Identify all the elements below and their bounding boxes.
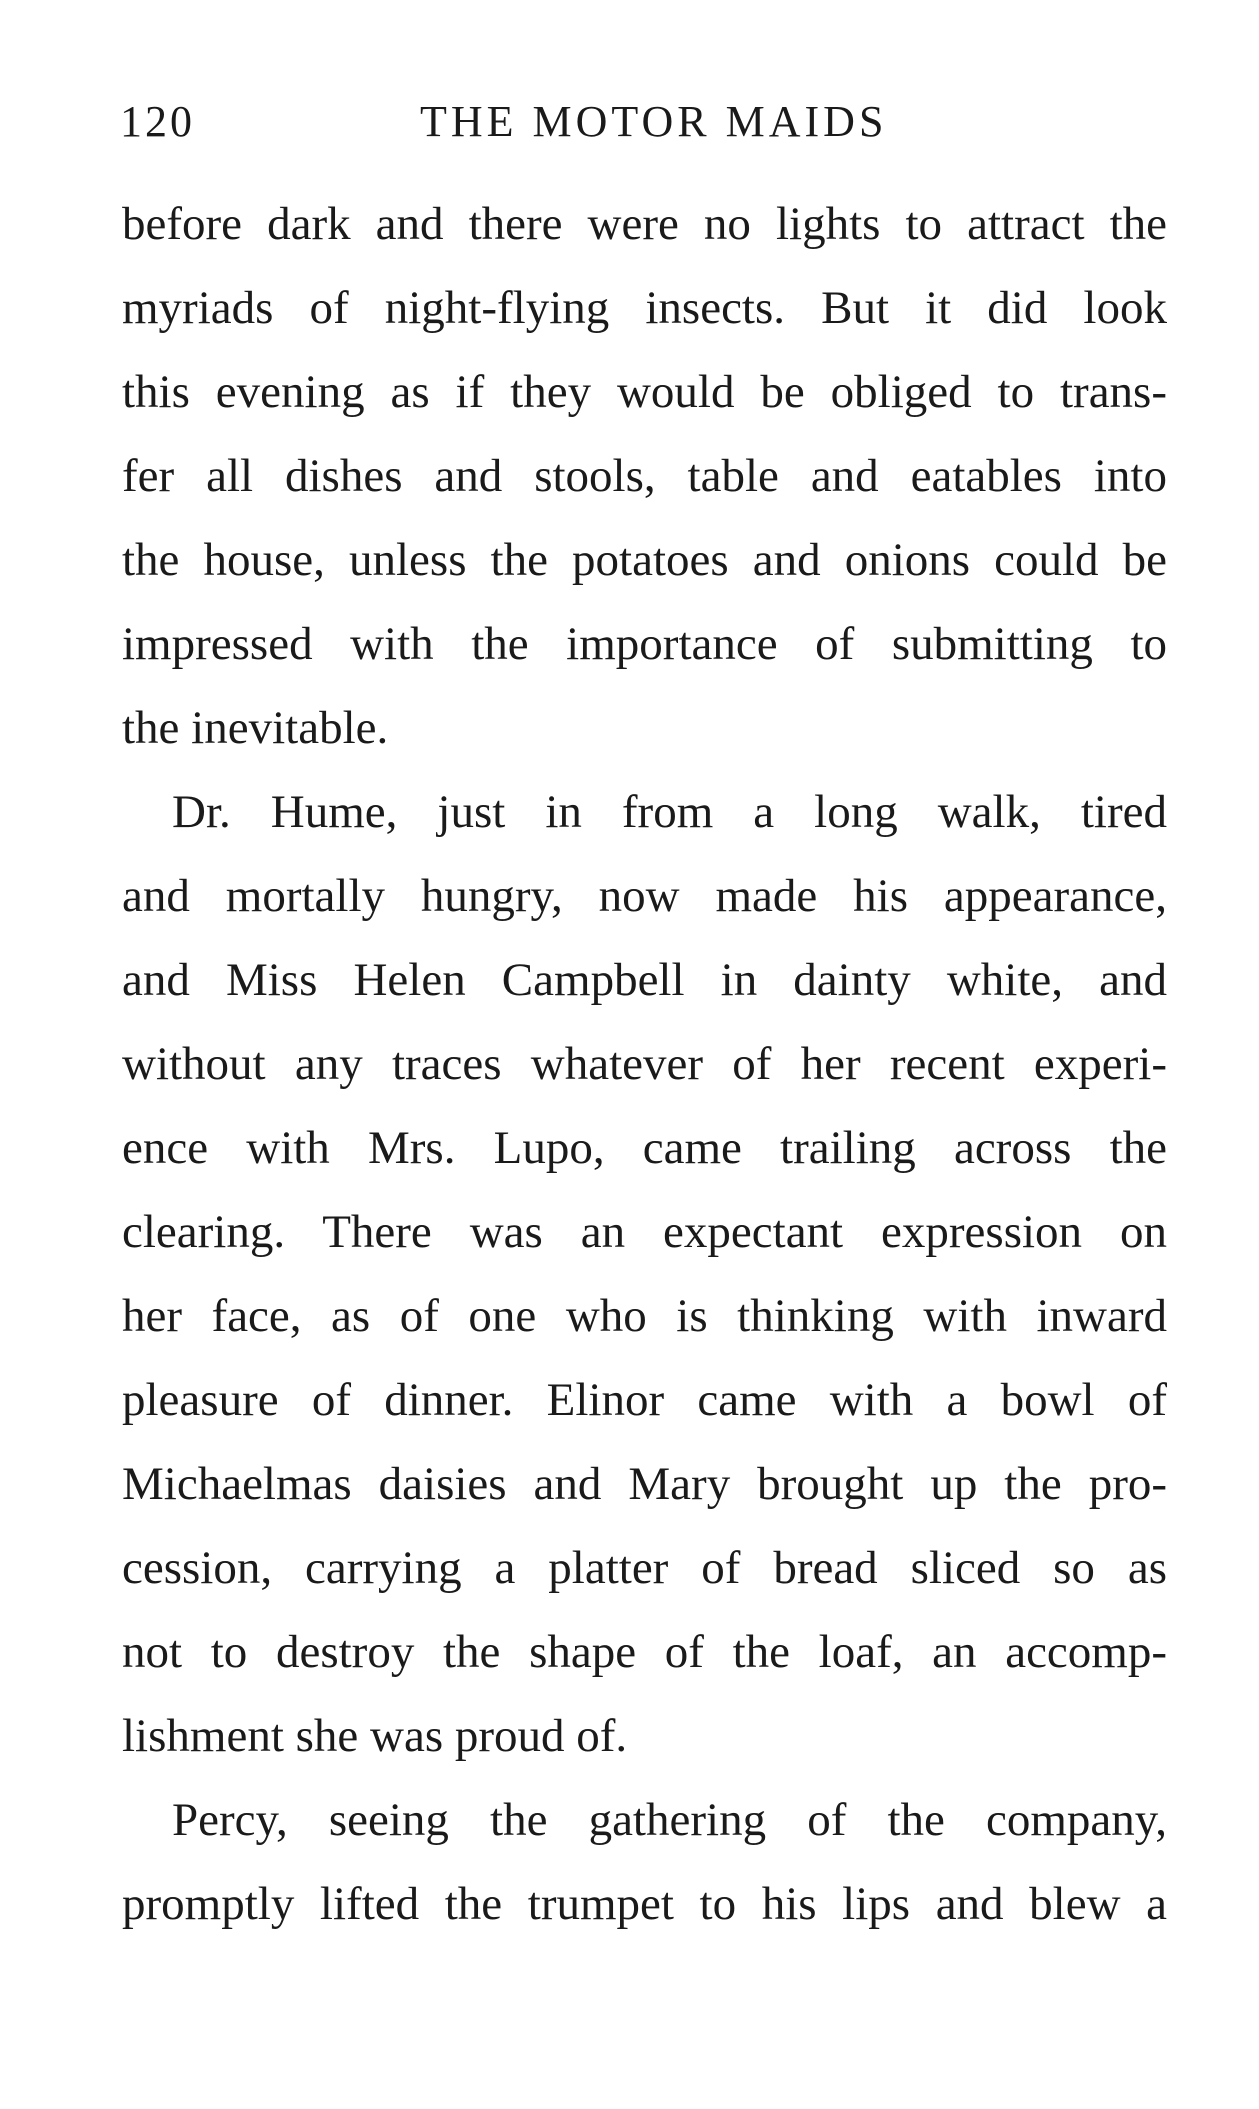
paragraph-2 — [122, 770, 1167, 1778]
text-line: before dark and there were no lights to attract the — [122, 198, 1167, 250]
text-line: clearing. There was an expectant expression on — [122, 1206, 1167, 1258]
body-text — [122, 182, 1167, 1946]
text-line: pleasure of dinner. Elinor came with a bowl of — [122, 1374, 1167, 1426]
text-line: Percy, seeing the gathering of the company, — [172, 1794, 1167, 1846]
text-line: the house, unless the potatoes and onions could be — [122, 534, 1167, 586]
text-line: myriads of night-flying insects. But it did look — [122, 282, 1167, 334]
text-line: fer all dishes and stools, table and eatables into — [122, 450, 1167, 502]
text-line: without any traces whatever of her recent experi- — [122, 1038, 1167, 1090]
text-line: not to destroy the shape of the loaf, an accomp- — [122, 1626, 1167, 1678]
text-line: this evening as if they would be obliged to trans- — [122, 366, 1167, 418]
text-line: impressed with the importance of submitting to — [122, 618, 1167, 670]
paragraph-3 — [122, 1778, 1167, 1946]
text-line: and mortally hungry, now made his appearance, — [122, 870, 1167, 922]
page-header — [120, 96, 1165, 156]
text-line: her face, as of one who is thinking with inward — [122, 1290, 1167, 1342]
text-line: promptly lifted the trumpet to his lips and blew a — [122, 1878, 1167, 1930]
paragraph-1 — [122, 182, 1167, 770]
text-line: cession, carrying a platter of bread sliced so as — [122, 1542, 1167, 1594]
text-line: ence with Mrs. Lupo, came trailing across the — [122, 1122, 1167, 1174]
text-line: the inevitable. — [122, 702, 389, 754]
running-title: THE MOTOR MAIDS — [420, 97, 888, 146]
page-number: 120 — [120, 97, 195, 146]
text-line: and Miss Helen Campbell in dainty white, and — [122, 954, 1167, 1006]
text-line: Michaelmas daisies and Mary brought up the pro- — [122, 1458, 1167, 1510]
text-line: lishment she was proud of. — [122, 1710, 628, 1762]
text-line: Dr. Hume, just in from a long walk, tired — [172, 786, 1167, 838]
